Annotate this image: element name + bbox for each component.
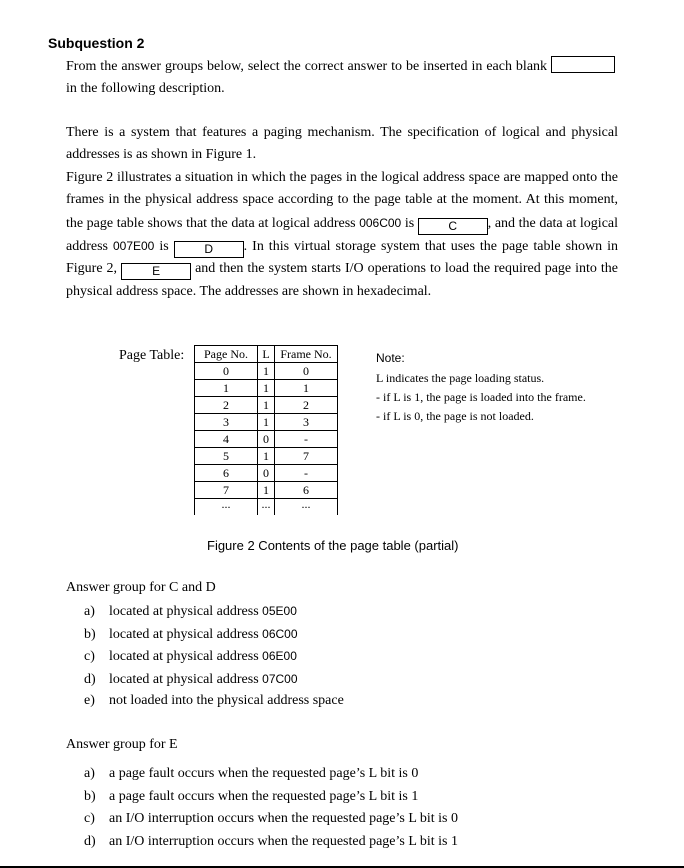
blank-e: E	[121, 263, 191, 280]
page-table-label: Page Table:	[119, 348, 185, 363]
blank-d: D	[174, 241, 244, 258]
table-row	[195, 431, 338, 448]
table-ellipsis-row	[195, 499, 338, 516]
note-line: L indicates the page loading status.	[376, 371, 545, 385]
answer-group-cd-title: Answer group for C and D	[66, 580, 216, 595]
answer-option	[84, 623, 344, 646]
l-cell: 1	[258, 482, 275, 499]
table-row	[195, 482, 338, 499]
option-text: located at physical address	[109, 649, 259, 665]
frame-no-cell: -	[275, 465, 338, 482]
page-no-cell: 5	[195, 448, 258, 465]
option-text: located at physical address	[109, 671, 259, 687]
l-cell: 0	[258, 465, 275, 482]
desc-sentence-5: and then the system starts I/O operations to load the required page into the physical address space. The addresses are shown in hexadecimal.	[66, 261, 619, 299]
page-no-cell: 6	[195, 465, 258, 482]
option-key: c)	[84, 649, 95, 665]
l-cell: 1	[258, 380, 275, 397]
answer-option	[84, 645, 344, 668]
option-key: a)	[84, 604, 95, 619]
answer-option	[84, 763, 458, 786]
desc-is-2: is	[159, 239, 169, 255]
l-cell: 1	[258, 397, 275, 414]
intro-text-after: in the following description.	[66, 81, 225, 97]
desc-sentence-3: , and the data at logical address	[66, 215, 619, 255]
note-title: Note:	[376, 351, 405, 365]
header-frame-no: Frame No.	[275, 346, 338, 363]
answer-option	[84, 831, 458, 854]
answer-group-e-options	[84, 763, 458, 853]
option-text: an I/O interruption occurs when the requested page’s L bit is 0	[109, 811, 458, 827]
option-key: d)	[84, 833, 96, 849]
answer-option	[84, 808, 458, 831]
desc-sentence-1: There is a system that features a paging mechanism. The specification of logical and physical addresses is as shown in Figure 1.	[66, 125, 618, 163]
desc-sentence-2: Figure 2 illustrates a situation in which the pages in the logical address space are mapped onto the frames in the physical address space according to the page table at the moment. At this moment, the page table shows that the data at logical address	[66, 169, 618, 231]
page-no-cell: 0	[195, 363, 258, 380]
page-no-cell: 7	[195, 482, 258, 499]
blank-placeholder-box	[551, 56, 615, 73]
blank-c: C	[418, 218, 488, 235]
answer-option	[84, 690, 344, 713]
option-text: located at physical address	[109, 626, 259, 642]
answer-option	[84, 600, 344, 623]
page-table	[194, 345, 338, 515]
l-cell: 0	[258, 431, 275, 448]
answer-group-e-title: Answer group for E	[66, 737, 178, 752]
frame-no-cell: 0	[275, 363, 338, 380]
ellipsis-cell: ...	[195, 499, 258, 516]
header-l: L	[258, 346, 275, 363]
desc-sentence-4: . In this virtual storage system that uses the page table shown in Figure 2,	[66, 239, 619, 277]
option-text: not loaded into the physical address space	[109, 693, 344, 709]
answer-group-cd-options	[84, 600, 344, 713]
option-address: 06E00	[262, 649, 297, 664]
option-key: c)	[84, 811, 95, 827]
subquestion-heading: Subquestion 2	[48, 35, 145, 51]
frame-no-cell: 3	[275, 414, 338, 431]
header-page-no: Page No.	[195, 346, 258, 363]
answer-option	[84, 786, 458, 809]
option-address: 05E00	[262, 604, 297, 618]
table-row	[195, 448, 338, 465]
l-cell: 1	[258, 448, 275, 465]
table-row	[195, 363, 338, 380]
option-text: a page fault occurs when the requested page’s L bit is 0	[109, 766, 419, 781]
table-row	[195, 380, 338, 397]
description-paragraph	[66, 122, 618, 303]
answer-option	[84, 668, 344, 691]
option-text: located at physical address	[109, 604, 259, 619]
page-no-cell: 2	[195, 397, 258, 414]
frame-no-cell: -	[275, 431, 338, 448]
figure-caption: Figure 2 Contents of the page table (partial)	[207, 538, 459, 553]
option-address: 06C00	[262, 626, 298, 641]
option-key: b)	[84, 788, 96, 804]
ellipsis-cell: ...	[258, 499, 275, 516]
page-no-cell: 1	[195, 380, 258, 397]
logical-address-2: 007E00	[112, 239, 155, 254]
note-line: - if L is 0, the page is not loaded.	[376, 409, 534, 423]
option-address: 07C00	[262, 671, 298, 686]
logical-address-1: 006C00	[359, 215, 402, 230]
frame-no-cell: 7	[275, 448, 338, 465]
frame-no-cell: 1	[275, 380, 338, 397]
table-row	[195, 414, 338, 431]
note-line: - if L is 1, the page is loaded into the frame.	[376, 390, 586, 404]
l-cell: 1	[258, 414, 275, 431]
page-table-note	[376, 351, 636, 426]
page-no-cell: 4	[195, 431, 258, 448]
intro-text-before: From the answer groups below, select the correct answer to be inserted in each blank	[66, 59, 548, 74]
page-no-cell: 3	[195, 414, 258, 431]
frame-no-cell: 2	[275, 397, 338, 414]
option-key: e)	[84, 693, 95, 709]
desc-is-1: is	[404, 215, 415, 231]
intro-paragraph	[66, 56, 618, 101]
page-table-header	[195, 346, 338, 363]
ellipsis-cell: ...	[275, 499, 338, 516]
option-text: a page fault occurs when the requested page’s L bit is 1	[109, 788, 419, 804]
table-row	[195, 397, 338, 414]
option-key: a)	[84, 766, 95, 781]
option-key: d)	[84, 671, 96, 687]
table-row	[195, 465, 338, 482]
l-cell: 1	[258, 363, 275, 380]
option-text: an I/O interruption occurs when the requested page’s L bit is 1	[109, 833, 458, 849]
frame-no-cell: 6	[275, 482, 338, 499]
option-key: b)	[84, 626, 96, 642]
